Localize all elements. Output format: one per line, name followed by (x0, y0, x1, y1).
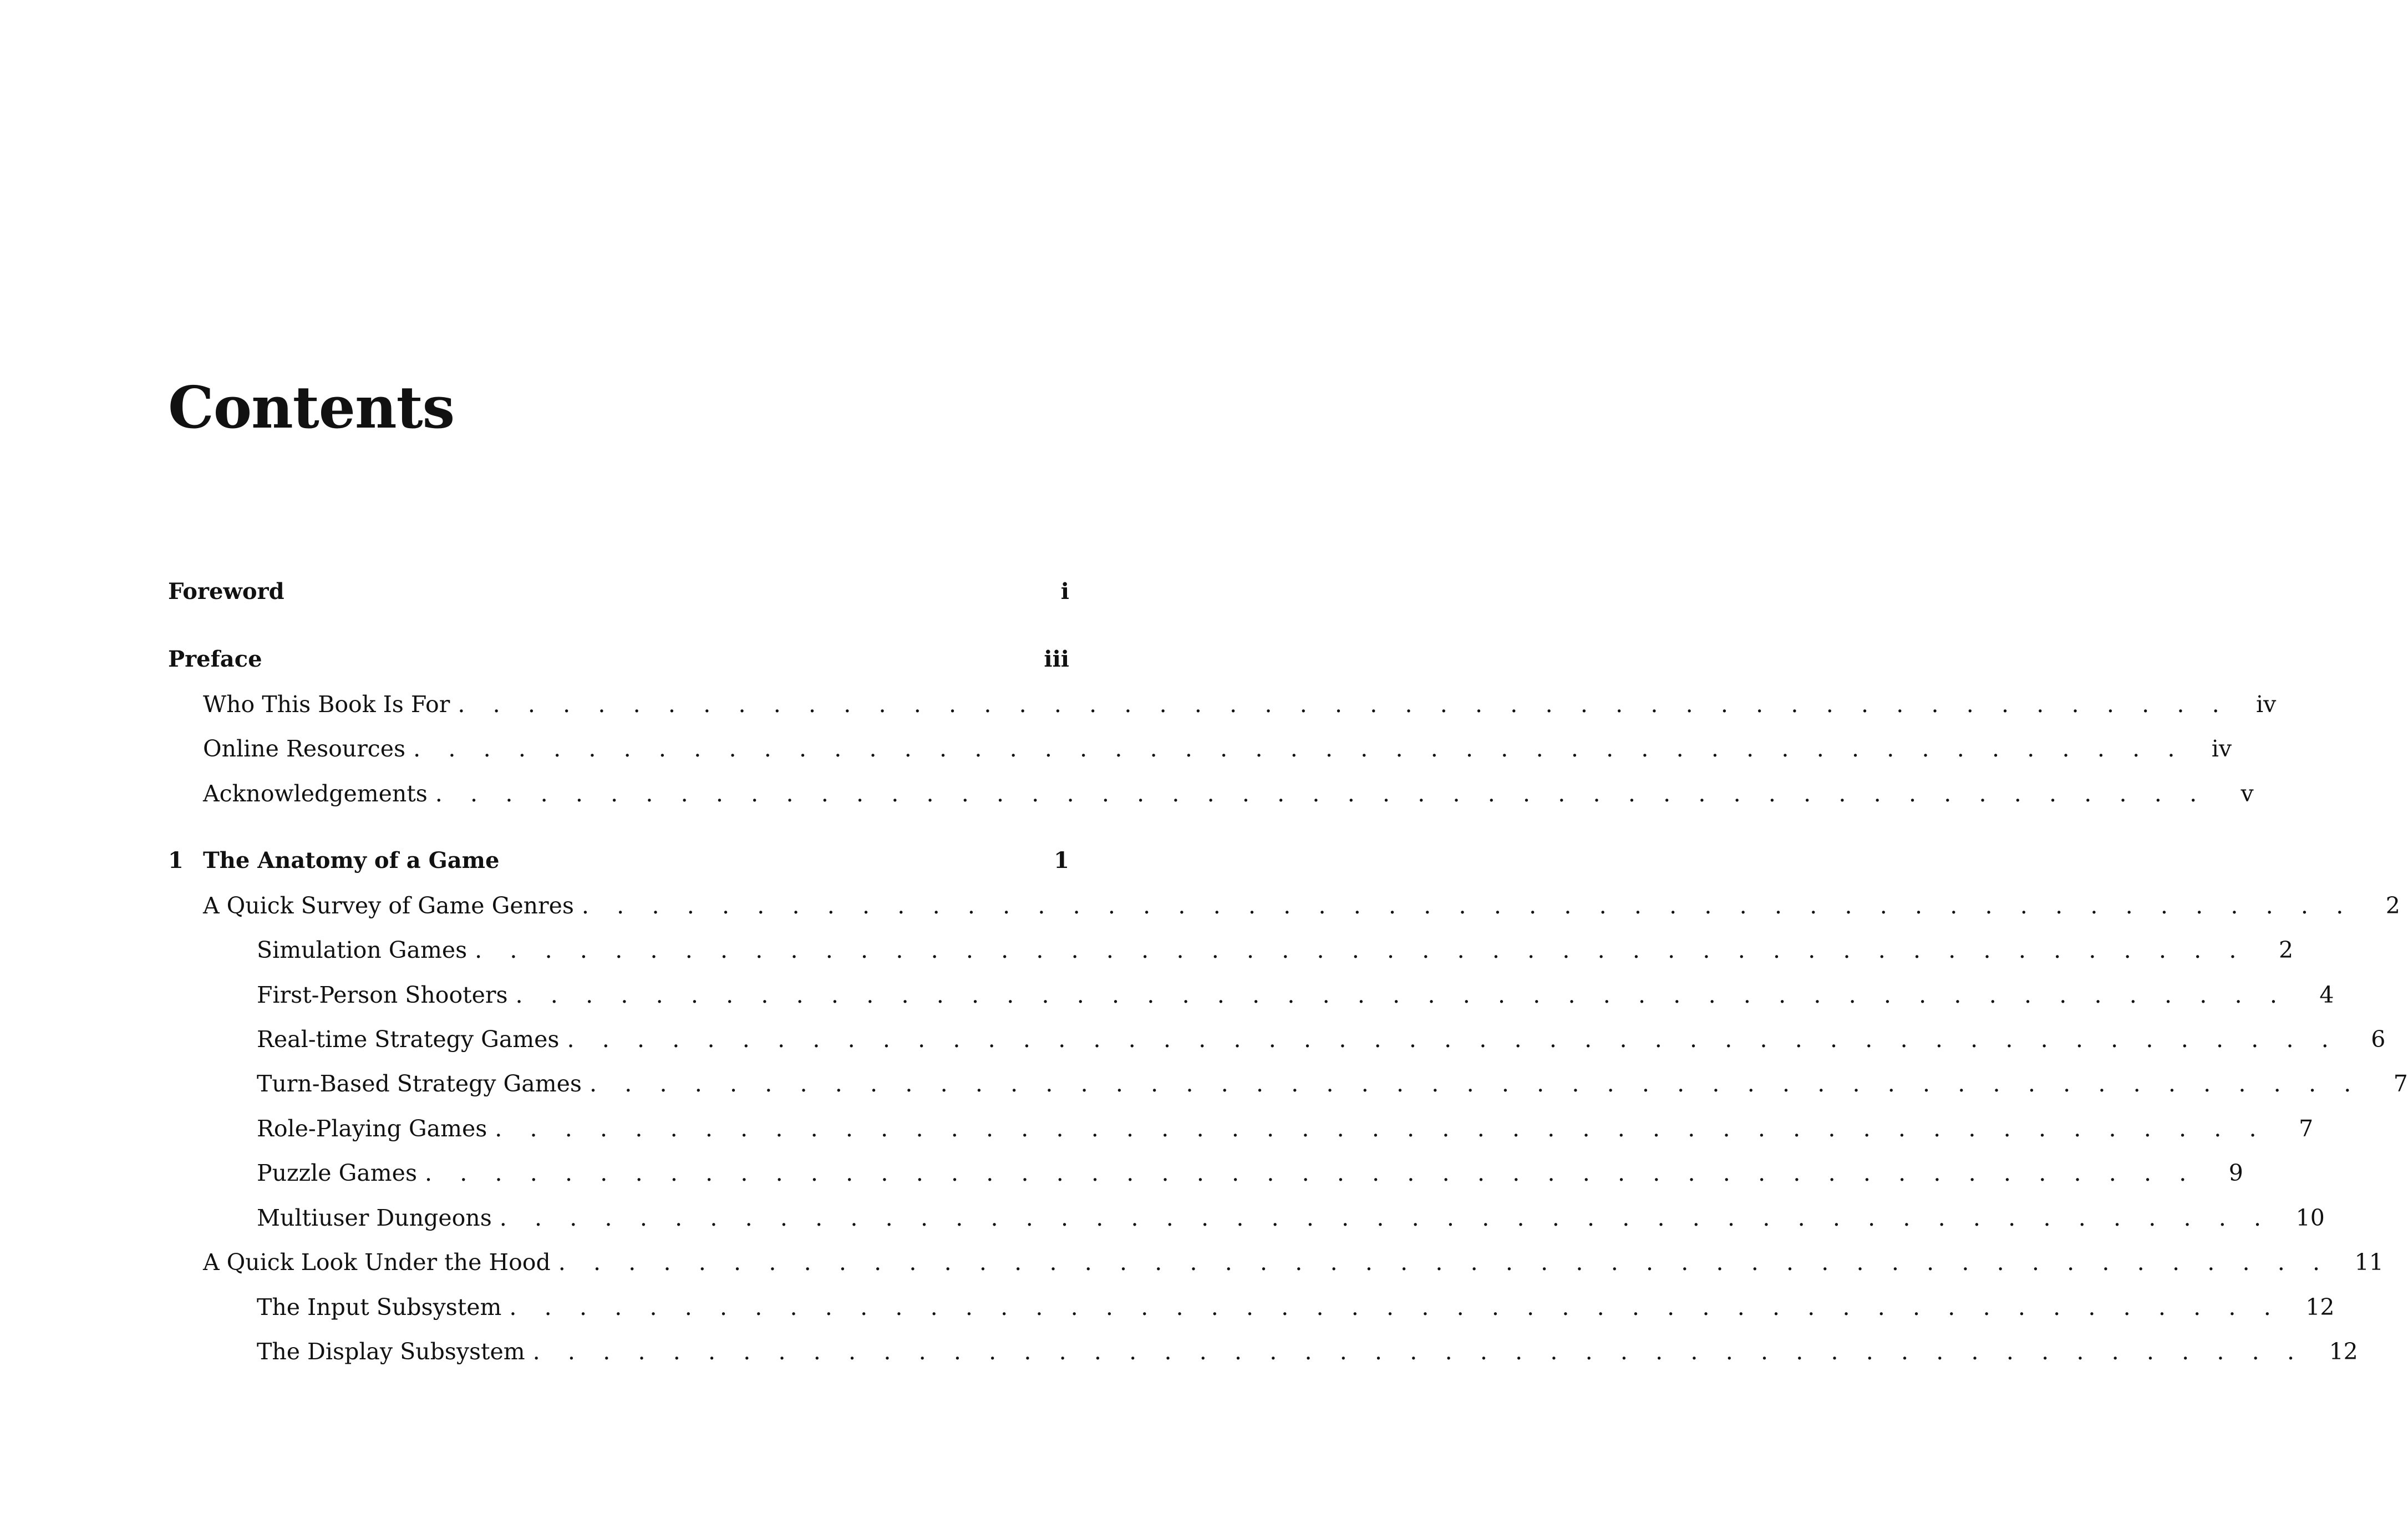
dot-leader: . . . . . . . . . . . . . . . . . . . . . . . . . . . . . . . . . . . . . . . . . . . . . . . . . . . (581, 892, 2354, 919)
toc-entry-label: Real-time Strategy Games (257, 1026, 560, 1053)
toc-page-number: 10 (2295, 1205, 2325, 1231)
toc-entry-label: First-Person Shooters (257, 982, 508, 1008)
toc-entry-label: The Input Subsystem (257, 1294, 502, 1320)
toc-page-number: iv (2255, 691, 2277, 718)
dot-leader: . . . . . . . . . . . . . . . . . . . . . . . . . . . . . . . . . . . . . . . . . . . . . . . . . . . (458, 691, 2230, 718)
dot-leader: . . . . . . . . . . . . . . . . . . . . . . . . . . . . . . . . . . . . . . . . . . . . . . . . . . . (495, 1115, 2267, 1142)
toc-entry-multiuser-dungeons[interactable] (168, 1201, 2325, 1235)
toc-page-number: 7 (2299, 1115, 2314, 1142)
toc-entry-real-time-strategy[interactable] (168, 1023, 2386, 1056)
dot-leader: . . . . . . . . . . . . . . . . . . . . . . . . . . . . . . . . . . . . . . . . . . . . . . . . . . . (424, 1160, 2197, 1186)
toc-page-number: i (1060, 578, 1069, 605)
dot-leader: . . . . . . . . . . . . . . . . . . . . . . . . . . . . . . . . . . . . . . . . . . . . . . . . . . . (515, 982, 2288, 1008)
toc-entry-label: Multiuser Dungeons (257, 1205, 492, 1231)
toc-entry-label: A Quick Survey of Game Genres (203, 892, 574, 919)
toc-entry-input-subsystem[interactable] (168, 1291, 2335, 1324)
toc-entry-label: Preface (168, 646, 262, 672)
toc-entry-label: Who This Book Is For (203, 691, 450, 718)
toc-entry-label: Puzzle Games (257, 1160, 417, 1186)
toc-entry-who-this-book-is-for[interactable] (168, 688, 2277, 721)
toc-page-number: 4 (2319, 982, 2334, 1008)
toc-entry-turn-based-strategy[interactable] (168, 1067, 2408, 1100)
dot-leader: . . . . . . . . . . . . . . . . . . . . . . . . . . . . . . . . . . . . . . . . . . . . . . . . . . . (558, 1249, 2330, 1276)
toc-entry-survey-of-genres[interactable] (168, 889, 2400, 922)
dot-leader: . . . . . . . . . . . . . . . . . . . . . . . . . . . . . . . . . . . . . . . . . . . . . . . . . . . (435, 780, 2207, 807)
dot-leader: . . . . . . . . . . . . . . . . . . . . . . . . . . . . . . . . . . . . . . . . . . . . . . . . . . . (509, 1294, 2282, 1320)
toc-page-number: iii (1044, 646, 1069, 672)
toc-entry-acknowledgements[interactable] (168, 777, 2254, 810)
dot-leader: . . . . . . . . . . . . . . . . . . . . . . . . . . . . . . . . . . . . . . . . . . . . . . . . . . . (532, 1338, 2305, 1365)
toc-entry-chapter-1[interactable] (168, 844, 1069, 877)
page-title: Contents (168, 373, 455, 441)
toc-entry-label: Acknowledgements (203, 780, 428, 807)
toc-entry-label: The Display Subsystem (257, 1338, 525, 1365)
toc-entry-label: A Quick Look Under the Hood (203, 1249, 551, 1276)
toc-entry-role-playing-games[interactable] (168, 1112, 2314, 1145)
chapter-number: 1 (168, 847, 184, 873)
toc-page-number: iv (2211, 735, 2232, 762)
toc-entry-simulation-games[interactable] (168, 933, 2294, 967)
toc-page-number: 12 (2329, 1338, 2358, 1365)
dot-leader: . . . . . . . . . . . . . . . . . . . . . . . . . . . . . . . . . . . . . . . . . . . . . . . . . . . (413, 735, 2185, 762)
toc-entry-label: Role-Playing Games (257, 1115, 487, 1142)
dot-leader: . . . . . . . . . . . . . . . . . . . . . . . . . . . . . . . . . . . . . . . . . . . . . . . . . . . (475, 937, 2247, 963)
toc-entry-puzzle-games[interactable] (168, 1156, 2243, 1190)
toc-page-number: v (2241, 780, 2254, 807)
toc-entry-label: Foreword (168, 578, 285, 605)
toc-entry-label: Simulation Games (257, 937, 468, 963)
toc-entry-preface[interactable] (168, 643, 1069, 676)
dot-leader: . . . . . . . . . . . . . . . . . . . . . . . . . . . . . . . . . . . . . . . . . . . . . . . . . . . (589, 1070, 2361, 1097)
toc-page-number: 1 (1054, 847, 1069, 873)
toc-page-number: 2 (2278, 937, 2294, 963)
toc-page-number: 7 (2393, 1070, 2408, 1097)
dot-leader: . . . . . . . . . . . . . . . . . . . . . . . . . . . . . . . . . . . . . . . . . . . . . . . . . . . (567, 1026, 2339, 1053)
toc-entry-label: Turn-Based Strategy Games (257, 1070, 582, 1097)
toc-page-number: 9 (2228, 1160, 2243, 1186)
toc-entry-label: The Anatomy of a Game (203, 847, 500, 873)
toc-entry-foreword[interactable] (168, 575, 1069, 608)
toc-page-number: 12 (2305, 1294, 2335, 1320)
toc-entry-under-the-hood[interactable] (168, 1246, 2384, 1279)
toc-entry-label: Online Resources (203, 735, 406, 762)
toc-page-number: 6 (2371, 1026, 2386, 1053)
dot-leader: . . . . . . . . . . . . . . . . . . . . . . . . . . . . . . . . . . . . . . . . . . . . . . . . . . . (499, 1205, 2272, 1231)
toc-page-number: 11 (2354, 1249, 2384, 1276)
toc-entry-first-person-shooters[interactable] (168, 978, 2334, 1012)
toc-page-number: 2 (2385, 892, 2400, 919)
toc-entry-display-subsystem[interactable] (168, 1335, 2358, 1368)
toc-entry-online-resources[interactable] (168, 732, 2232, 765)
table-of-contents (168, 0, 2408, 1539)
